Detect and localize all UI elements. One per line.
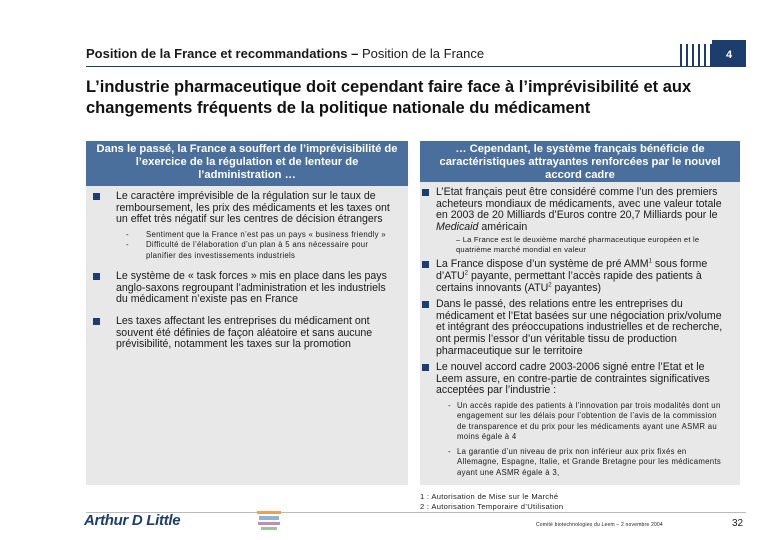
right-bullet-4: Le nouvel accord cadre 2003-2006 signé entre l’Etat et le Leem assure, en contre-partie de contraintes significatives acceptées par l’industrie : bbox=[420, 362, 740, 397]
square-bullet-icon bbox=[422, 301, 429, 308]
section-title bbox=[86, 46, 484, 61]
slide-header bbox=[86, 44, 746, 68]
left-bullet-2: Le système de « task forces » mis en place dans les pays anglo-saxons regroupant l’administration et les industriels du médicament n’existe pas en France bbox=[86, 271, 408, 306]
square-bullet-icon bbox=[93, 273, 100, 280]
footer-divider bbox=[86, 512, 746, 513]
square-bullet-icon bbox=[93, 318, 100, 325]
footnote-1: 1 : Autorisation de Mise sur le Marché bbox=[420, 492, 559, 501]
right-panel-heading: … Cependant, le système français bénéficie de caractéristiques attrayantes renforcées par le nouvel accord cadre bbox=[420, 141, 740, 182]
right-bullet-2: La France dispose d’un système de pré AMM$^1$ sous forme d’ATU$^2$ payante, permettant l’accès rapide des patients à certains innovants (ATU$^2$ payantes) bbox=[420, 259, 740, 294]
square-bullet-icon bbox=[422, 189, 429, 196]
left-sub-bullet-1: - Sentiment que la France n’est pas un pays « business friendly » bbox=[126, 229, 386, 239]
footnote-2: 2 : Autorisation Temporaire d’Utilisation bbox=[420, 502, 564, 511]
right-bullet-3: Dans le passé, des relations entre les entreprises du médicament et l’Etat basées sur une négociation prix/volume et intégrant des préoccupations industrielles et de recherche, ont permis l’essor d’un véritable tissu de production pharmaceutique sur le territoire bbox=[420, 299, 740, 357]
square-bullet-icon bbox=[422, 364, 429, 371]
left-panel-heading: Dans le passé, la France a souffert de l’imprévisibilité de l’exercice de la régulation et de lenteur de l’administration … bbox=[86, 141, 408, 186]
right-panel bbox=[420, 141, 740, 485]
page-number: 32 bbox=[732, 518, 744, 529]
right-sub-bullet-1: - Un accès rapide des patients à l’innovation par trois modalités dont un engagement sur les délais pour l’obtention de l’avis de la commission de transparence et du prix pour les médicaments ayant une ASMR au moins égale à 4 bbox=[448, 400, 721, 442]
arthur-d-little-logo: Arthur D Little bbox=[84, 512, 181, 529]
section-title-bold: Position de la France et recommandations – bbox=[86, 46, 362, 61]
left-panel bbox=[86, 141, 408, 485]
partner-logo-icon bbox=[254, 509, 284, 533]
square-bullet-icon bbox=[422, 261, 429, 268]
right-bullet-1: L’Etat français peut être considéré comme l’un des premiers acheteurs mondiaux de médicaments, avec une valeur totale en 2003 de 20 Milliards d’Euros contre 20,7 Milliards pour le Medicaid américain bbox=[420, 187, 740, 233]
left-bullet-3: Les taxes affectant les entreprises du médicament ont souvent été définies de façon aléatoire et sans aucune prévisibilité, notamment les taxes sur la promotion bbox=[86, 316, 408, 351]
footer-source: Comité biotechnologies du Leem – 2 novembre 2004 bbox=[536, 522, 663, 528]
header-divider bbox=[86, 66, 746, 67]
right-note: – La France est le deuxième marché pharmaceutique européen et le quatrième marché mondial en valeur bbox=[456, 235, 700, 255]
left-sub-bullet-2: - Difficulté de l’élaboration d’un plan à 5 ans nécessaire pour planifier des investissements industriels bbox=[126, 240, 369, 260]
footnotes bbox=[420, 492, 563, 512]
section-number-badge: 4 bbox=[712, 40, 746, 66]
slide-title: L’industrie pharmaceutique doit cependant faire face à l’imprévisibilité et aux changements fréquents de la politique nationale du médicament bbox=[86, 78, 692, 117]
right-sub-bullet-2: - La garantie d’un niveau de prix non inférieur aux prix fixés en Allemagne, Espagne, Italie, et Grande Bretagne pour les médicaments ayant une ASMR égale à 3, bbox=[448, 446, 722, 477]
square-bullet-icon bbox=[93, 193, 100, 200]
left-bullet-1: Le caractère imprévisible de la régulation sur le taux de remboursement, les prix des médicaments et les taxes ont un effet très négatif sur les centres de décision étrangers bbox=[86, 191, 408, 226]
section-title-normal: Position de la France bbox=[361, 46, 485, 61]
header-bars-icon bbox=[680, 44, 712, 68]
